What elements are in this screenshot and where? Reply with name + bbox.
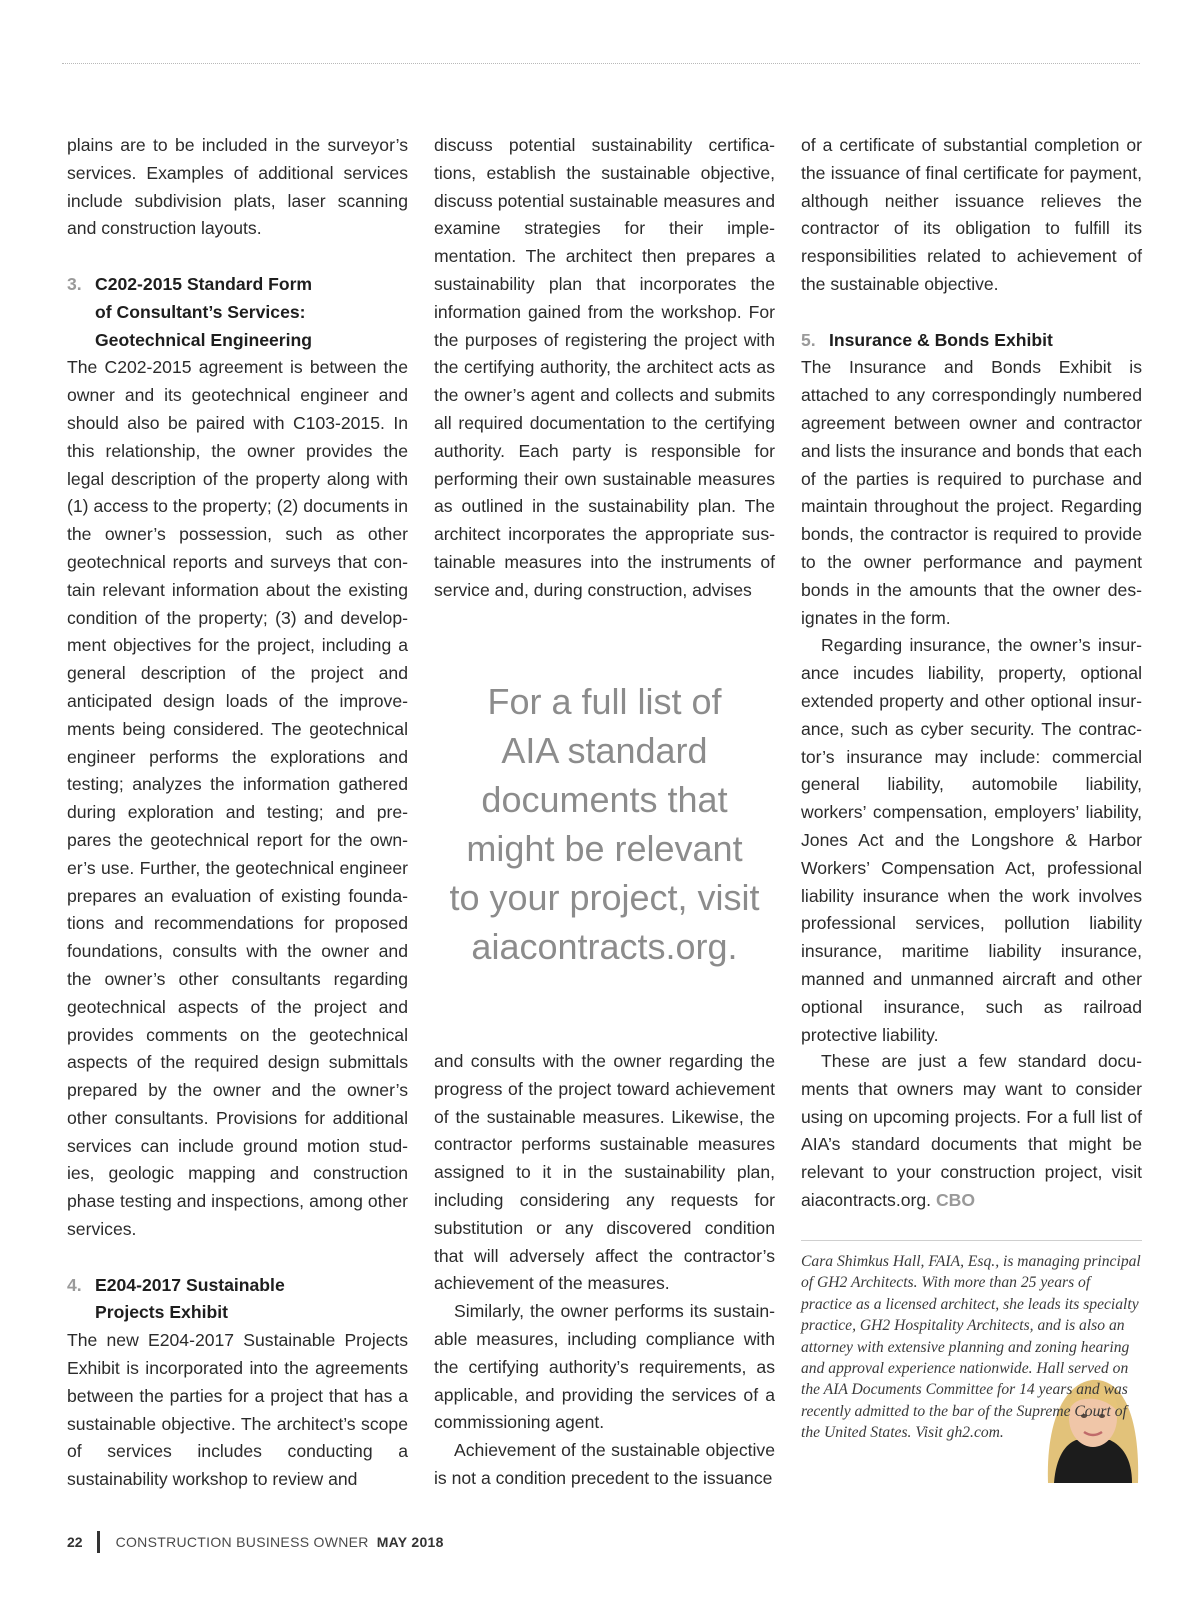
section-4-heading <box>67 1272 408 1328</box>
signoff-mark: CBO <box>935 1189 976 1210</box>
section-title-line: Geotechnical Engineering <box>95 329 313 350</box>
section-title-line: C202-2015 Standard Form <box>95 273 313 294</box>
pull-quote <box>434 677 775 971</box>
pull-quote-line: might be relevant <box>466 828 743 869</box>
section-4-body: The new E204-2017 Sustainable Projects Exhibit is incorporated into the agreements between the parties for a project that has a sustainable objective. The architect’s scope of services includes conducting a sustainability workshop to review and <box>67 1330 408 1490</box>
magazine-name: CONSTRUCTION BUSINESS OWNER <box>115 1534 369 1550</box>
footer-divider <box>97 1531 100 1553</box>
paragraph: Achievement of the sustainable objective is not a condition precedent to the issuance <box>434 1440 775 1488</box>
pull-quote-line: For a full list of <box>487 681 722 722</box>
column-3 <box>801 132 1142 1049</box>
section-title: Insurance & Bonds Exhibit <box>829 329 1053 350</box>
paragraph: plains are to be included in the surveyor’s services. Examples of additional services include subdivision plats, laser scanning and construction layouts. <box>67 135 408 239</box>
bio-divider <box>801 1240 1142 1241</box>
section-title-line: Projects Exhibit <box>95 1302 228 1323</box>
section-5-heading <box>801 327 1142 355</box>
author-bio: Cara Shimkus Hall, FAIA, Esq., is managing principal of GH2 Architects. With more than 25 years of practice as a licensed architect, she leads its specialty practice, GH2 Hospitality Architects, and is also an attorney with extensive planning and zoning hearing and approval experience nationwide. Hall served on the AIA Documents Committee for 14 years and was recently admitted to the bar of the Supreme Court of the United States. Visit gh2.com. <box>801 1253 1141 1442</box>
column-2 <box>434 132 775 605</box>
section-3-heading <box>67 271 408 354</box>
column-1 <box>67 132 408 1494</box>
paragraph: Similarly, the owner performs its sustainable measures, including compliance with the certifying authority’s requirements, as applicable, and providing the services of a commissioning agent. <box>434 1301 775 1433</box>
top-divider <box>62 63 1140 64</box>
column-3-lower <box>801 1048 1142 1215</box>
section-number: 5. <box>801 329 816 350</box>
section-number: 3. <box>67 273 82 294</box>
section-title-line: E204-2017 Sustainable <box>95 1274 285 1295</box>
closing-text: These are just a few standard documents that owners may want to consider using on upcoming projects. For a full list of AIA’s standard documents that might be relevant to your construction project, visit aiacontracts.org. <box>801 1051 1142 1210</box>
closing-paragraph <box>801 1048 1142 1215</box>
paragraph: Regarding insurance, the owner’s insurance incudes liability, property, optional extended property and other optional insurance, such as cyber security. The contractor’s insurance may include: commercial general liability, automobile liability, workers’ compensation, employers’ liability, Jones Act and the Longshore & Harbor Workers’ Compensation Act, professional liability insurance when the work involves professional services, pollution liability insurance, maritime liability insurance, manned and unmanned aircraft and other optional insurance, such as railroad protective liability. <box>801 635 1142 1045</box>
page-footer <box>67 1531 444 1553</box>
section-3-body: The C202-2015 agreement is between the owner and its geotechnical engineer and should also be paired with C103-2015. In this relationship, the owner provides the legal description of the property along with (1) access to the property; (2) documents in the owner’s possession, such as other geotechnical reports and surveys that contain relevant information about the existing condition of the property; (3) and development objectives for the project, including a general description of the project and anticipated design loads of the improvements being considered. The geotechnical engineer performs the explorations and testing; analyzes the information gathered during exploration and testing; and prepares the geotechnical report for the owner’s use. Further, the geotechnical engineer prepares an evaluation of existing foundations and recommendations for proposed foundations, consults with the owner and the owner’s other consultants regarding geotechnical aspects of the project and provides comments on the geotechnical aspects of the required design submittals prepared by the owner and the owner’s other consultants. Provisions for additional services can include ground motion studies, geologic mapping and construction phase testing and inspections, among other services. <box>67 357 408 1240</box>
section-title-line: of Consultant’s Services: <box>95 301 306 322</box>
paragraph: and consults with the owner regarding the progress of the project toward achievement of the sustainable measures. Likewise, the contractor performs sustainable measures assigned to it in the sustainability plan, including considering any requests for substitution or any discovered condition that will adversely affect the contractor’s achievement of the measures. <box>434 1051 775 1294</box>
section-5-body: The Insurance and Bonds Exhibit is attached to any correspondingly numbered agreement between owner and contractor and lists the insurance and bonds that each of the parties is required to purchase and maintain throughout the project. Regarding bonds, the contractor is required to provide to the owner performance and payment bonds in the amounts that the owner designates in the form. <box>801 357 1142 628</box>
column-2-lower <box>434 1048 775 1493</box>
pull-quote-line: aiacontracts.org. <box>471 926 738 967</box>
pull-quote-line: documents that <box>481 779 728 820</box>
issue-date: MAY 2018 <box>376 1534 444 1550</box>
pull-quote-line: to your project, visit <box>449 877 760 918</box>
page-number: 22 <box>67 1534 83 1550</box>
paragraph: of a certificate of substantial completion or the issuance of final certificate for payment, although neither issuance relieves the contractor of its obligation to fulfill its responsibilities related to achievement of the sustainable objective. <box>801 135 1142 294</box>
paragraph: discuss potential sustainability certifications, establish the sustainable objective, discuss potential sustainable measures and examine strategies for their implementation. The architect then prepares a sustainability plan that incorporates the information gained from the workshop. For the purposes of registering the project with the certifying authority, the architect acts as the owner’s agent and collects and submits all required documentation to the certifying authority. Each party is responsible for performing their own sustainable measures as outlined in the sustainability plan. The architect incorporates the appropriate sustainable measures into the instruments of service and, during construction, advises <box>434 135 775 600</box>
pull-quote-line: AIA standard <box>501 730 708 771</box>
section-number: 4. <box>67 1274 82 1295</box>
